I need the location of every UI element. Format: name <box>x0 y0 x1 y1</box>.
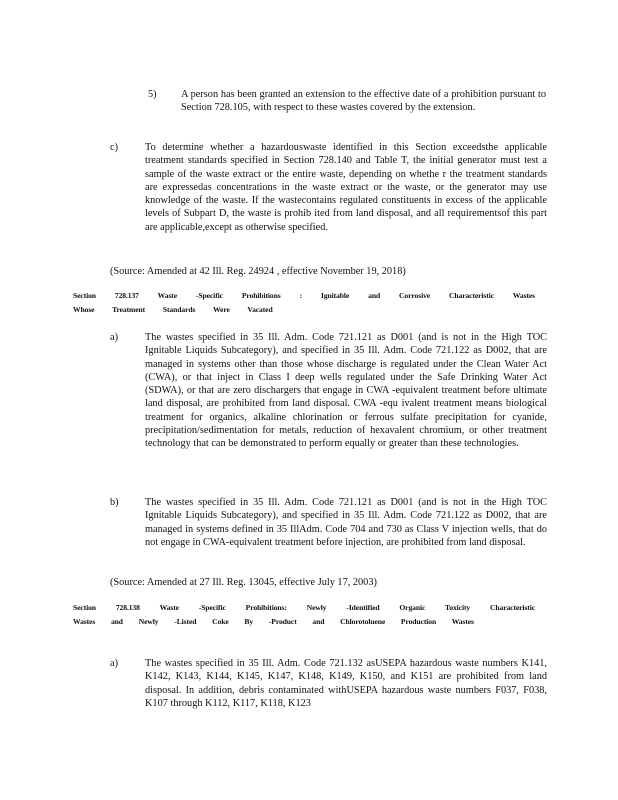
source-note: (Source: Amended at 42 Ill. Reg. 24924 , effective November 19, 2018) <box>110 266 406 277</box>
item-label: a) <box>110 332 118 343</box>
source-note: (Source: Amended at 27 Ill. Reg. 13045, effective July 17, 2003) <box>110 577 377 588</box>
item-label: a) <box>110 658 118 669</box>
item-text: The wastes specified in 35 Ill. Adm. Code 721.132 asUSEPA hazardous waste numbers K141, K142, K143, K144, K145, K147, K148, K149, K150, and K151 are prohibited from land disposal. In addition, debris contaminated withUSEPA hazardous waste numbers F037, F038, K107 through K112, K117, K118, K123 <box>145 658 547 709</box>
item-label: c) <box>110 142 118 153</box>
item-text: The wastes specified in 35 Ill. Adm. Code 721.121 as D001 (and is not in the High TOC Ignitable Liquids Subcategory), and specified in 35 Ill. Adm. Code 721.122 as D002, that are managed in systems other than those whose discharge is regulated under the Clean Water Act (CWA), or that inject in Class I deep wells regulated under the Safe Drinking Water Act (SDWA), or that are zero dischargers that engage in CWA -equivalent treatment before ultimate land disposal, are prohibited from land disposal. CWA -equ ivalent treatment means biological treatment for organics, alkaline chlorination or ferrous sulfate precipitation for cyanide, precipitation/sedimentation for metals, reduction of hexavalent chromium, or other treatment technology that can be demonstrated to perform equally or greater than these technologies. <box>145 332 547 450</box>
item-text: A person has been granted an extension to the effective date of a prohibition pursuant to Section 728.105, with respect to these wastes covered by the extension. <box>181 89 546 114</box>
item-text: To determine whether a hazardouswaste identified in this Section exceedsthe applicable treatment standards specified in Section 728.140 and Table T, the initial generator must test a sample of the waste extract or the entire waste, depending on whethe r the treatment standards are expressedas concentrations in the waste extract or the waste, or the generator may use knowledge of the waste. If the wastecontains regulated constituents in excess of the applicable levels of Subpart D, the waste is prohib ited from land disposal, and all requirementsof this part are applicable,except as otherwise specified. <box>145 142 547 233</box>
item-label: 5) <box>148 89 157 100</box>
section-heading: Section 728.137 Waste -Specific Prohibitions : Ignitable and Corrosive Characteristic Wastes Whose Treatment Standards Were Vacated <box>73 291 535 314</box>
item-label: b) <box>110 497 119 508</box>
item-text: The wastes specified in 35 Ill. Adm. Code 721.121 as D001 (and is not in the High TOC Ignitable Liquids Subcategory), and specified in 35 Ill. Adm. Code 721.122 as D002, that are managed in systems defined in 35 IllAdm. Code 704 and 730 as Class V injection wells, that do not engage in CWA-equivalent treatment before injection, are prohibited from land disposal. <box>145 497 547 548</box>
section-heading: Section 728.138 Waste -Specific Prohibitions: Newly -Identified Organic Toxicity Characteristic Wastes and Newly -Listed Coke By -Product and Chlorotoluene Production Wastes <box>73 603 535 626</box>
